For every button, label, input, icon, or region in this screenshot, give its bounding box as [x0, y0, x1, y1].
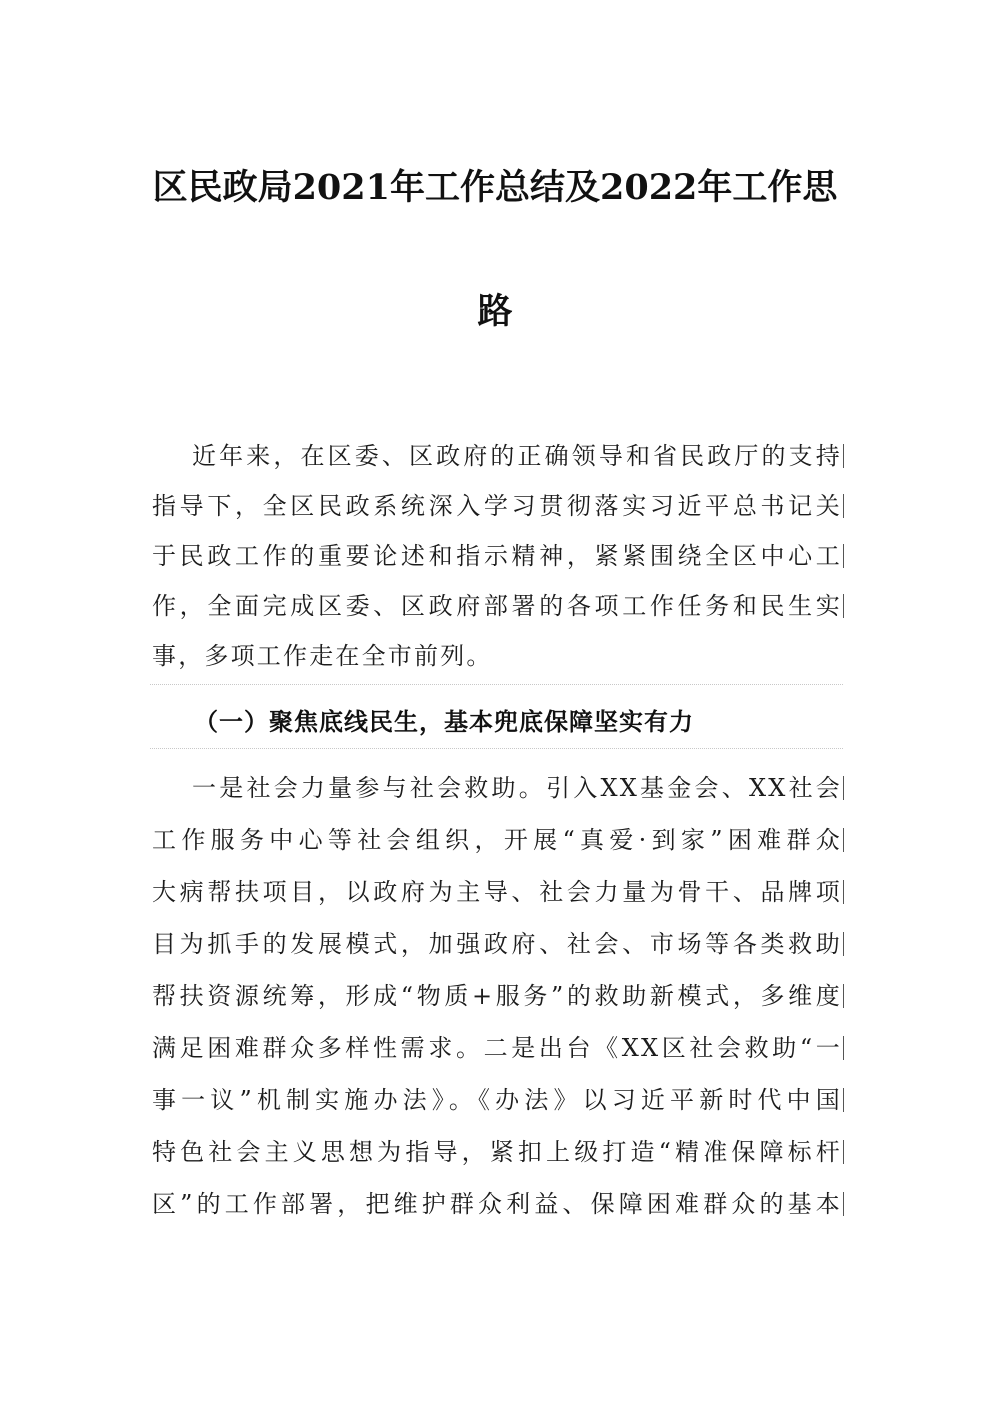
margin-mark: [843, 932, 844, 956]
body-line: 满足困难群众多样性需求。二是出台《XX区社会救助“一: [152, 1034, 842, 1062]
margin-mark: [843, 984, 844, 1008]
section-heading: （一）聚焦底线民生，基本兜底保障坚实有力: [194, 708, 694, 736]
margin-mark: [843, 1192, 844, 1216]
margin-mark: [843, 880, 844, 904]
margin-mark: [843, 776, 844, 800]
body-line: 一是社会力量参与社会救助。引入XX基金会、XX社会: [192, 774, 842, 802]
paragraph-divider: [150, 684, 843, 685]
intro-line: 指导下，全区民政系统深入学习贯彻落实习近平总书记关: [152, 492, 842, 520]
document-title-line-2: 路: [477, 291, 513, 332]
body-line: 帮扶资源统筹，形成“物质+服务”的救助新模式，多维度: [152, 982, 842, 1010]
margin-mark: [843, 828, 844, 852]
margin-mark: [843, 544, 844, 568]
body-line: 事一议”机制实施办法》。《办法》以习近平新时代中国: [152, 1086, 842, 1114]
body-line: 工作服务中心等社会组织，开展“真爱·到家”困难群众: [152, 826, 842, 854]
intro-line: 作，全面完成区委、区政府部署的各项工作任务和民生实: [152, 592, 842, 620]
intro-line: 于民政工作的重要论述和指示精神，紧紧围绕全区中心工: [152, 542, 842, 570]
margin-mark: [843, 1140, 844, 1164]
document-title-line-1: 区民政局2021年工作总结及2022年工作思: [152, 167, 838, 208]
paragraph-divider: [150, 748, 843, 749]
margin-mark: [843, 1088, 844, 1112]
body-line: 特色社会主义思想为指导，紧扣上级打造“精准保障标杆: [152, 1138, 842, 1166]
margin-mark: [843, 444, 844, 468]
margin-mark: [843, 1036, 844, 1060]
body-line: 目为抓手的发展模式，加强政府、社会、市场等各类救助: [152, 930, 842, 958]
intro-line: 事，多项工作走在全市前列。: [152, 642, 493, 670]
body-line: 大病帮扶项目，以政府为主导、社会力量为骨干、品牌项: [152, 878, 842, 906]
intro-line: 近年来，在区委、区政府的正确领导和省民政厅的支持: [192, 442, 842, 470]
body-line: 区”的工作部署，把维护群众利益、保障困难群众的基本: [152, 1190, 842, 1218]
margin-mark: [843, 594, 844, 618]
margin-mark: [843, 494, 844, 518]
